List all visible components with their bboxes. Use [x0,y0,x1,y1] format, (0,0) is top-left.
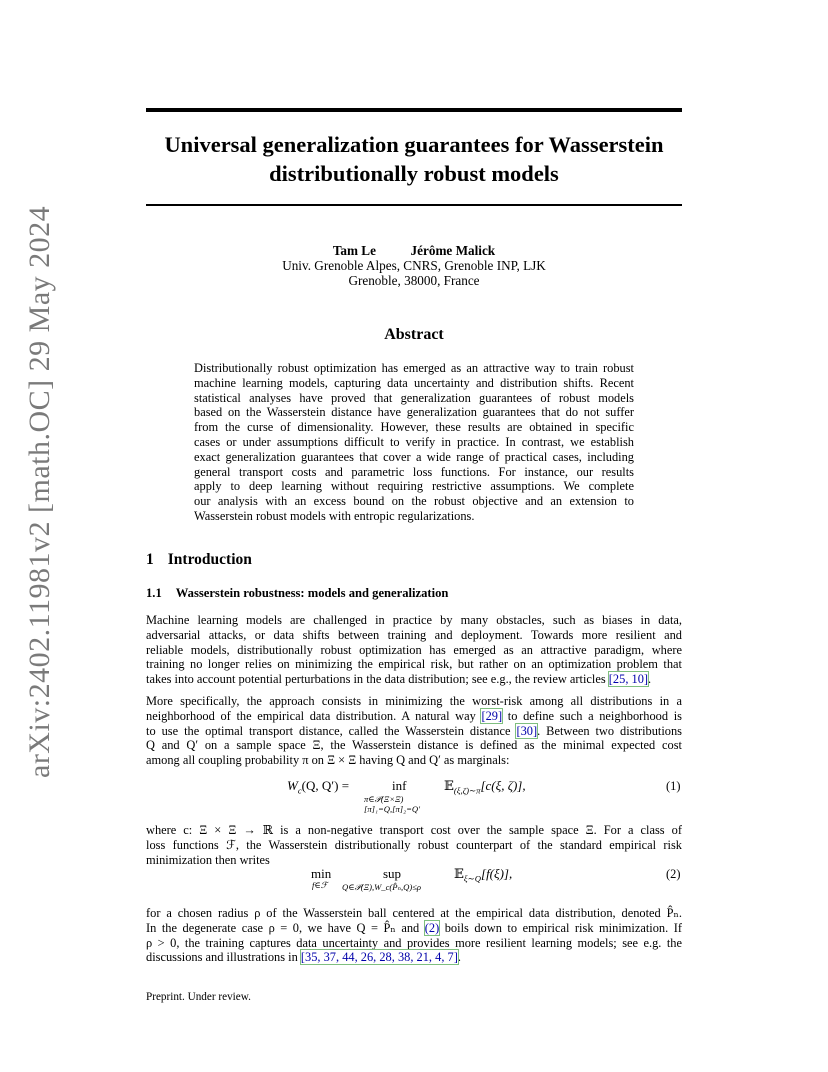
subsection-number: 1.1 [146,586,162,600]
para-line: adversarial attacks, or data shifts between training and deployment. Towards more resilient and [146,627,682,642]
paragraph-3 [146,823,682,867]
para-line: takes into account potential perturbations in the data distribution; see e.g., the review articles [25, 10]. [146,672,652,687]
para-text: . Between two distributions [537,723,682,738]
section-number: 1 [146,551,154,568]
eq-subscript: (ξ,ζ)∼π [453,785,481,796]
abstract-line: exact generalization guarantees that cover a wide range of practical cases, including [194,449,634,464]
eq1-rhs [444,778,526,797]
para-line: Machine learning models are challenged in practice by many obstacles, such as biases in data, [146,613,682,627]
eq-text: [c(ξ, ζ)], [480,778,526,793]
abstract-body [194,361,634,524]
abstract-line: our analysis with an excess bound on the robust objective and an extension to [194,494,634,509]
subsection-title: Wasserstein robustness: models and generalization [175,586,449,600]
para-text: to use the optimal transport distance, called the Wasserstein distance [146,723,517,738]
abstract-line: statistical analyses have proved that generalization guarantees of robust models [194,390,634,405]
abstract-line: machine learning models, capturing data uncertainty and distribution shifts. Recent [194,375,634,390]
eq1-under-2: [π]₁=Q,[π]₂=Q′ [364,804,421,814]
paper-title: Universal generalization guarantees for Wasserstein distributionally robust models [164,132,664,186]
para-line [146,709,682,724]
paragraph-2 [146,694,682,768]
para-line: More specifically, the approach consists in minimizing the worst-risk among all distributions in a [146,694,682,708]
eq2-min: min [311,866,332,881]
title-top-rule [146,108,682,112]
author-address: Grenoble, 38000, France [348,273,480,288]
section-heading-introduction [146,551,252,569]
para-text: takes into account potential perturbations in the data distribution; see e.g., the review articles [146,672,609,687]
equation-ref-link[interactable]: (2) [424,920,440,935]
equation-number-2: (2) [666,867,681,881]
equation-1 [287,778,349,796]
abstract-line: Wasserstein robust models with entropic regularizations. [194,508,475,523]
abstract-line: general transport costs and parametric loss functions. For instance, our results [194,464,634,479]
author-1: Tam Le [332,243,376,258]
eq2-min-under: f∈ℱ [312,880,328,890]
para-line: where c: Ξ × Ξ → ℝ is a non-negative transport cost over the sample space Ξ. For a class of [146,823,682,837]
footer-note: Preprint. Under review. [146,991,251,1003]
para-line: among all coupling probability π on Ξ × Ξ having Q and Q′ as marginals: [146,753,510,768]
abstract-heading: Abstract [384,326,444,343]
eq2-sup: sup [383,866,402,881]
para-line: loss functions ℱ, the Wasserstein distributionally robust counterpart of the standard empirical risk [146,837,682,852]
abstract-line: apply to deep learning without requiring restrictive assumptions. We complete [194,479,634,494]
subsection-heading [146,586,448,601]
eq2-sup-under: Q∈𝒫(Ξ),W_c(P̂ₙ,Q)≤ρ [342,882,422,892]
abstract-line: Distributionally robust optimization has emerged as an attractive way to train robust [194,361,634,375]
citation-link[interactable]: [25, 10] [608,672,649,687]
author-names [146,243,682,258]
author-block [146,243,682,288]
para-line: ρ > 0, the training captures data uncertainty and provides more resilient learning models; see e.g. the [146,935,682,950]
para-line: minimization then writes [146,852,270,867]
para-text: boils down to empirical risk minimization. If [439,920,682,935]
section-title: Introduction [167,551,252,568]
eq1-under-1: π∈𝒫(Ξ×Ξ) [364,794,404,804]
paragraph-4 [146,906,682,965]
citation-link[interactable]: [35, 37, 44, 26, 28, 38, 21, 4, 7] [300,950,458,965]
eq-text: [f(ξ)], [481,866,513,881]
citation-link[interactable]: [29] [481,708,503,723]
citation-link[interactable]: [30] [516,723,538,738]
equation-number-1: (1) [666,779,681,793]
author-2: Jérôme Malick [410,243,496,258]
arxiv-side-stamp: arXiv:2402.11981v2 [math.OC] 29 May 2024 [23,205,56,778]
title-bottom-rule [146,204,682,206]
abstract-line: from the curse of dimensionality. However, these results are obtained in specific [194,420,634,435]
para-text: to define such a neighborhood is [502,708,682,723]
para-text: In the degenerate case ρ = 0, we have Q = P̂ₙ and [146,920,425,935]
para-line: reliable models, distributionally robust optimization has emerged as an attractive paradigm, where [146,642,682,657]
abstract-line: cases or under assumptions difficult to verify in practice. In contrast, we establish [194,434,634,449]
para-line: training no longer relies on minimizing the empirical risk, but rather on an optimization problem that [146,657,682,672]
author-affiliation: Univ. Grenoble Alpes, CNRS, Grenoble INP, LJK [282,258,546,273]
eq-symbol: W [287,778,298,793]
para-text: neighborhood of the empirical data distribution. A natural way [146,708,482,723]
eq-subscript: ξ∼Q [463,873,482,884]
para-line: Q and Q′ on a sample space Ξ, the Wasserstein distance is defined as the minimal expected cost [146,738,682,753]
para-text: discussions and illustrations in [146,950,301,965]
eq-text: (Q, Q′) = [301,778,350,793]
eq1-inf: inf [392,778,407,793]
paragraph-1 [146,613,682,687]
para-line: discussions and illustrations in [35, 37, 44, 26, 28, 38, 21, 4, 7]. [146,950,461,965]
eq-symbol: 𝔼 [444,778,454,793]
eq2-rhs [454,866,512,885]
eq-symbol: 𝔼 [454,866,464,881]
para-line: for a chosen radius ρ of the Wasserstein ball centered at the empirical data distribution, denoted P̂ₙ. [146,906,682,920]
para-line [146,724,682,739]
para-line [146,921,682,936]
abstract-line: based on the Wasserstein distance have generalization guarantees that do not suffer [194,405,634,420]
eq-subscript: c [297,785,302,796]
